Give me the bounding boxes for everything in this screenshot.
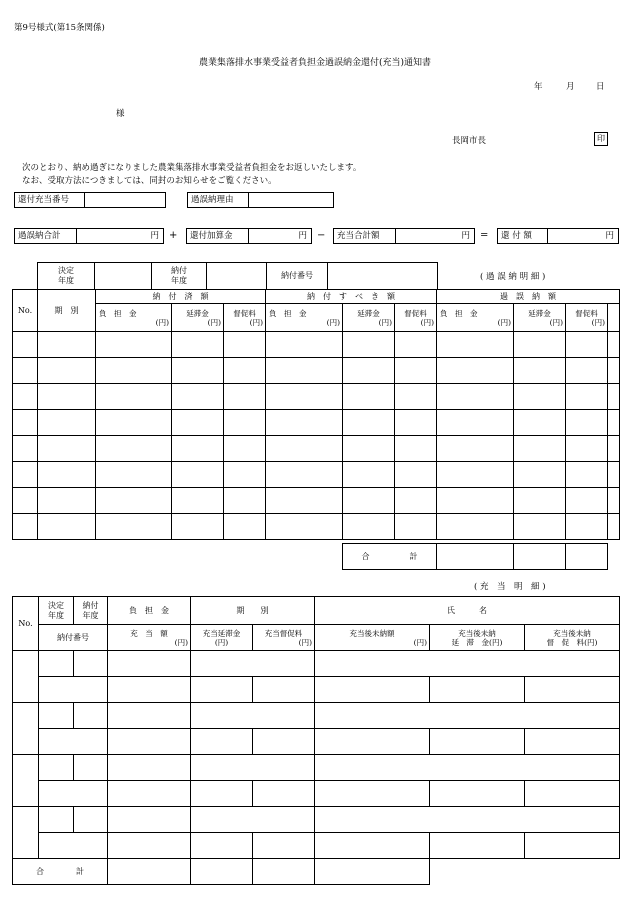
entry-cell[interactable]	[253, 729, 315, 755]
entry-cell[interactable]	[343, 332, 395, 358]
table-row	[13, 729, 620, 755]
paid-burden-header: 負 担 金 (円)	[96, 304, 172, 332]
equals-sign: =	[480, 230, 489, 241]
table-row	[13, 488, 620, 514]
entry-cell[interactable]	[39, 677, 108, 703]
entry-cell[interactable]	[191, 807, 315, 833]
entry-cell[interactable]	[315, 807, 620, 833]
entry-cell[interactable]	[437, 514, 514, 540]
total-allocated-late-cell[interactable]	[191, 859, 253, 885]
entry-cell[interactable]	[566, 332, 608, 358]
entry-cell[interactable]	[38, 488, 96, 514]
entry-cell[interactable]	[395, 332, 437, 358]
entry-cell[interactable]	[96, 488, 172, 514]
entry-cell[interactable]	[266, 514, 343, 540]
name-header: 氏 名	[315, 597, 620, 625]
table-row	[13, 462, 620, 488]
row-number-cell[interactable]	[13, 651, 39, 703]
total-late-cell[interactable]	[514, 544, 566, 570]
entry-cell[interactable]	[108, 651, 191, 677]
entry-cell[interactable]	[38, 436, 96, 462]
unpaid-late-header: 充当後未納 延 滞 金(円)	[430, 625, 525, 651]
payment-year-label: 納付 年度	[152, 263, 207, 290]
entry-cell[interactable]	[608, 462, 620, 488]
entry-cell[interactable]	[39, 729, 108, 755]
entry-cell[interactable]	[266, 332, 343, 358]
entry-cell[interactable]	[96, 462, 172, 488]
overpaid-late-header: 延滞金 (円)	[514, 304, 566, 332]
entry-cell[interactable]	[608, 358, 620, 384]
entry-cell[interactable]	[224, 514, 266, 540]
paid-header: 納 付 済 額	[96, 290, 266, 304]
table-row	[13, 436, 620, 462]
overpaid-burden-header: 負 担 金 (円)	[437, 304, 514, 332]
entry-cell[interactable]	[38, 358, 96, 384]
allocation-total-label: 充当合計額	[334, 229, 396, 243]
entry-cell[interactable]	[315, 833, 430, 859]
refund-addition-label: 還付加算金	[187, 229, 249, 243]
entry-cell[interactable]	[315, 729, 430, 755]
entry-cell[interactable]	[39, 807, 74, 833]
refund-amount-label: 還 付 額	[498, 229, 548, 243]
burden-header: 負 担 金	[108, 597, 191, 625]
issuer: 長岡市長	[452, 136, 487, 146]
entry-cell[interactable]	[191, 755, 315, 781]
entry-cell[interactable]	[13, 514, 38, 540]
entry-cell[interactable]	[96, 358, 172, 384]
payment-number-label: 納付番号	[267, 263, 328, 290]
entry-cell[interactable]	[395, 462, 437, 488]
date-day: 日	[596, 82, 605, 92]
total-allocated-cell[interactable]	[108, 859, 191, 885]
entry-cell[interactable]	[191, 729, 253, 755]
entry-cell[interactable]	[437, 332, 514, 358]
allocation-detail-title: ( 充 当 明 細 )	[474, 582, 546, 592]
no-header: No.	[13, 290, 38, 332]
entry-cell[interactable]	[437, 384, 514, 410]
entry-cell[interactable]	[566, 436, 608, 462]
entry-cell[interactable]	[108, 677, 191, 703]
entry-cell[interactable]	[39, 833, 108, 859]
entry-cell[interactable]	[514, 488, 566, 514]
entry-cell[interactable]	[514, 514, 566, 540]
entry-cell[interactable]	[13, 462, 38, 488]
table-row	[13, 755, 620, 781]
minus-sign: −	[317, 230, 326, 241]
entry-cell[interactable]	[514, 332, 566, 358]
entry-cell[interactable]	[437, 410, 514, 436]
intro-line-1: 次のとおり、納め過ぎになりました農業集落排水事業受益者負担金をお返しいたします。	[22, 163, 362, 173]
entry-cell[interactable]	[39, 703, 74, 729]
table-row	[13, 358, 620, 384]
entry-cell[interactable]	[514, 384, 566, 410]
entry-cell[interactable]	[108, 703, 191, 729]
entry-cell[interactable]	[74, 755, 108, 781]
table-row	[13, 384, 620, 410]
entry-cell[interactable]	[224, 436, 266, 462]
entry-cell[interactable]	[315, 703, 620, 729]
entry-cell[interactable]	[266, 384, 343, 410]
overpaid-reminder-header: 督促料 (円)	[566, 304, 608, 332]
entry-cell[interactable]	[172, 514, 224, 540]
entry-cell[interactable]	[343, 410, 395, 436]
entry-cell[interactable]	[191, 677, 253, 703]
paid-late-header: 延滞金 (円)	[172, 304, 224, 332]
entry-cell[interactable]	[395, 514, 437, 540]
entry-cell[interactable]	[13, 332, 38, 358]
entry-cell[interactable]	[191, 833, 253, 859]
entry-cell[interactable]	[566, 410, 608, 436]
entry-cell[interactable]	[608, 410, 620, 436]
addressee-suffix: 様	[116, 109, 125, 119]
refund-amount-field[interactable]	[497, 228, 619, 244]
entry-cell[interactable]	[172, 488, 224, 514]
unpaid-after-header: 充当後未納額 (円)	[315, 625, 430, 651]
entry-cell[interactable]	[343, 436, 395, 462]
payable-late-header: 延滞金 (円)	[343, 304, 395, 332]
entry-cell[interactable]	[525, 781, 620, 807]
entry-cell[interactable]	[437, 436, 514, 462]
yen-unit: 円	[150, 231, 159, 241]
decision-year-cell[interactable]	[95, 263, 152, 290]
paid-reminder-header: 督促料 (円)	[224, 304, 266, 332]
plus-sign: +	[169, 230, 178, 241]
entry-cell[interactable]	[266, 410, 343, 436]
entry-cell[interactable]	[13, 436, 38, 462]
entry-cell[interactable]	[566, 384, 608, 410]
entry-cell[interactable]	[108, 781, 191, 807]
entry-cell[interactable]	[266, 488, 343, 514]
table-row	[13, 833, 620, 859]
entry-cell[interactable]	[108, 755, 191, 781]
entry-cell[interactable]	[38, 332, 96, 358]
entry-cell[interactable]	[108, 729, 191, 755]
entry-cell[interactable]	[191, 703, 315, 729]
entry-cell[interactable]	[514, 410, 566, 436]
entry-cell[interactable]	[525, 833, 620, 859]
seal-stamp: 印	[594, 132, 608, 146]
table-row	[13, 651, 620, 677]
entry-cell[interactable]	[172, 436, 224, 462]
entry-cell[interactable]	[172, 332, 224, 358]
entry-cell[interactable]	[38, 410, 96, 436]
table-row	[13, 703, 620, 729]
table-row	[13, 332, 620, 358]
refund-number-label: 還付充当番号	[15, 193, 85, 207]
overpaid-detail-title: ( 過 誤 納 明 細 )	[480, 272, 546, 282]
allocated-reminder-header: 充当督促料 (円)	[253, 625, 315, 651]
entry-cell[interactable]	[224, 488, 266, 514]
payable-burden-header: 負 担 金 (円)	[266, 304, 343, 332]
entry-cell[interactable]	[253, 781, 315, 807]
entry-cell[interactable]	[96, 514, 172, 540]
table-row	[13, 677, 620, 703]
overpaid-header: 過 誤 納 額	[437, 290, 620, 304]
blank-cell	[430, 859, 525, 885]
overpaid-detail-table	[12, 289, 620, 540]
entry-cell[interactable]	[315, 651, 620, 677]
entry-cell[interactable]	[430, 729, 525, 755]
reason-label: 過誤納理由	[188, 193, 249, 207]
spacer-cell	[608, 304, 620, 332]
entry-cell[interactable]	[566, 462, 608, 488]
entry-cell[interactable]	[430, 833, 525, 859]
entry-cell[interactable]	[514, 462, 566, 488]
entry-cell[interactable]	[191, 781, 253, 807]
entry-cell[interactable]	[13, 384, 38, 410]
overpaid-total-field[interactable]	[14, 228, 164, 244]
payment-year-header: 納付 年度	[74, 597, 108, 625]
entry-cell[interactable]	[253, 677, 315, 703]
entry-cell[interactable]	[514, 436, 566, 462]
entry-cell[interactable]	[96, 410, 172, 436]
entry-cell[interactable]	[395, 358, 437, 384]
yen-unit: 円	[461, 231, 470, 241]
no-header: No.	[13, 597, 39, 651]
entry-cell[interactable]	[430, 781, 525, 807]
entry-cell[interactable]	[608, 488, 620, 514]
refund-number-field[interactable]	[14, 192, 166, 208]
date-year: 年	[534, 82, 543, 92]
entry-cell[interactable]	[525, 729, 620, 755]
entry-cell[interactable]	[74, 703, 108, 729]
entry-cell[interactable]	[38, 514, 96, 540]
entry-cell[interactable]	[38, 384, 96, 410]
entry-cell[interactable]	[343, 488, 395, 514]
allocation-total-label: 合 計	[13, 859, 108, 885]
reason-field[interactable]	[187, 192, 334, 208]
entry-cell[interactable]	[224, 410, 266, 436]
entry-cell[interactable]	[395, 488, 437, 514]
date-month: 月	[566, 82, 575, 92]
allocated-late-header: 充当延滞金 (円)	[191, 625, 253, 651]
entry-cell[interactable]	[39, 651, 74, 677]
allocation-detail-table	[12, 596, 620, 885]
entry-cell[interactable]	[608, 436, 620, 462]
entry-cell[interactable]	[566, 488, 608, 514]
entry-cell[interactable]	[38, 462, 96, 488]
table-row	[13, 807, 620, 833]
document-title: 農業集落排水事業受益者負担金過誤納金還付(充当)通知書	[198, 58, 432, 68]
entry-cell[interactable]	[191, 651, 315, 677]
entry-cell[interactable]	[608, 514, 620, 540]
entry-cell[interactable]	[343, 462, 395, 488]
yen-unit: 円	[298, 231, 307, 241]
entry-cell[interactable]	[514, 358, 566, 384]
period-header: 期 別	[191, 597, 315, 625]
upper-header-row	[37, 262, 438, 290]
overpaid-total-label: 過誤納合計	[15, 229, 77, 243]
row-number-cell[interactable]	[13, 755, 39, 807]
row-number-cell[interactable]	[13, 807, 39, 859]
table-row	[13, 781, 620, 807]
entry-cell[interactable]	[108, 833, 191, 859]
entry-cell[interactable]	[13, 358, 38, 384]
entry-cell[interactable]	[96, 332, 172, 358]
entry-cell[interactable]	[395, 410, 437, 436]
entry-cell[interactable]	[108, 807, 191, 833]
allocation-total-field[interactable]	[333, 228, 475, 244]
entry-cell[interactable]	[437, 462, 514, 488]
decision-year-header: 決定 年度	[39, 597, 74, 625]
entry-cell[interactable]	[224, 462, 266, 488]
total-reminder-cell[interactable]	[566, 544, 608, 570]
entry-cell[interactable]	[437, 358, 514, 384]
entry-cell[interactable]	[224, 384, 266, 410]
blank-cell	[525, 859, 620, 885]
entry-cell[interactable]	[395, 384, 437, 410]
total-allocated-reminder-cell[interactable]	[253, 859, 315, 885]
entry-cell[interactable]	[224, 358, 266, 384]
table-row	[13, 410, 620, 436]
entry-cell[interactable]	[172, 358, 224, 384]
entry-cell[interactable]	[315, 781, 430, 807]
entry-cell[interactable]	[224, 332, 266, 358]
entry-cell[interactable]	[566, 358, 608, 384]
unpaid-reminder-header: 充当後未納 督 促 料(円)	[525, 625, 620, 651]
payable-reminder-header: 督促料 (円)	[395, 304, 437, 332]
overpaid-total-row	[342, 543, 608, 570]
table-row	[13, 514, 620, 540]
entry-cell[interactable]	[39, 755, 74, 781]
yen-unit: 円	[605, 231, 614, 241]
entry-cell[interactable]	[343, 384, 395, 410]
entry-cell[interactable]	[343, 514, 395, 540]
entry-cell[interactable]	[96, 384, 172, 410]
entry-cell[interactable]	[96, 436, 172, 462]
period-header: 期 別	[38, 290, 96, 332]
entry-cell[interactable]	[608, 332, 620, 358]
entry-cell[interactable]	[266, 358, 343, 384]
entry-cell[interactable]	[566, 514, 608, 540]
total-unpaid-cell[interactable]	[315, 859, 430, 885]
entry-cell[interactable]	[525, 677, 620, 703]
payable-header: 納 付 す べ き 額	[266, 290, 437, 304]
entry-cell[interactable]	[437, 488, 514, 514]
entry-cell[interactable]	[315, 677, 430, 703]
entry-cell[interactable]	[172, 462, 224, 488]
entry-cell[interactable]	[315, 755, 620, 781]
entry-cell[interactable]	[395, 436, 437, 462]
entry-cell[interactable]	[430, 677, 525, 703]
entry-cell[interactable]	[266, 436, 343, 462]
refund-addition-field[interactable]	[186, 228, 312, 244]
payment-number-cell[interactable]	[328, 263, 438, 290]
entry-cell[interactable]	[266, 462, 343, 488]
entry-cell[interactable]	[13, 488, 38, 514]
entry-cell[interactable]	[39, 781, 108, 807]
payment-number-header: 納付番号	[39, 625, 108, 651]
entry-cell[interactable]	[13, 410, 38, 436]
row-number-cell[interactable]	[13, 703, 39, 755]
entry-cell[interactable]	[74, 807, 108, 833]
entry-cell[interactable]	[172, 410, 224, 436]
payment-year-cell[interactable]	[207, 263, 267, 290]
entry-cell[interactable]	[172, 384, 224, 410]
overpaid-total-label: 合 計	[343, 544, 437, 570]
total-burden-cell[interactable]	[437, 544, 514, 570]
allocated-amount-header: 充 当 額 (円)	[108, 625, 191, 651]
decision-year-label: 決定 年度	[38, 263, 95, 290]
entry-cell[interactable]	[74, 651, 108, 677]
intro-line-2: なお、受取方法につきましては、同封のお知らせをご覧ください。	[22, 176, 277, 186]
form-number: 第9号様式(第15条関係)	[14, 23, 105, 33]
entry-cell[interactable]	[608, 384, 620, 410]
entry-cell[interactable]	[253, 833, 315, 859]
entry-cell[interactable]	[343, 358, 395, 384]
